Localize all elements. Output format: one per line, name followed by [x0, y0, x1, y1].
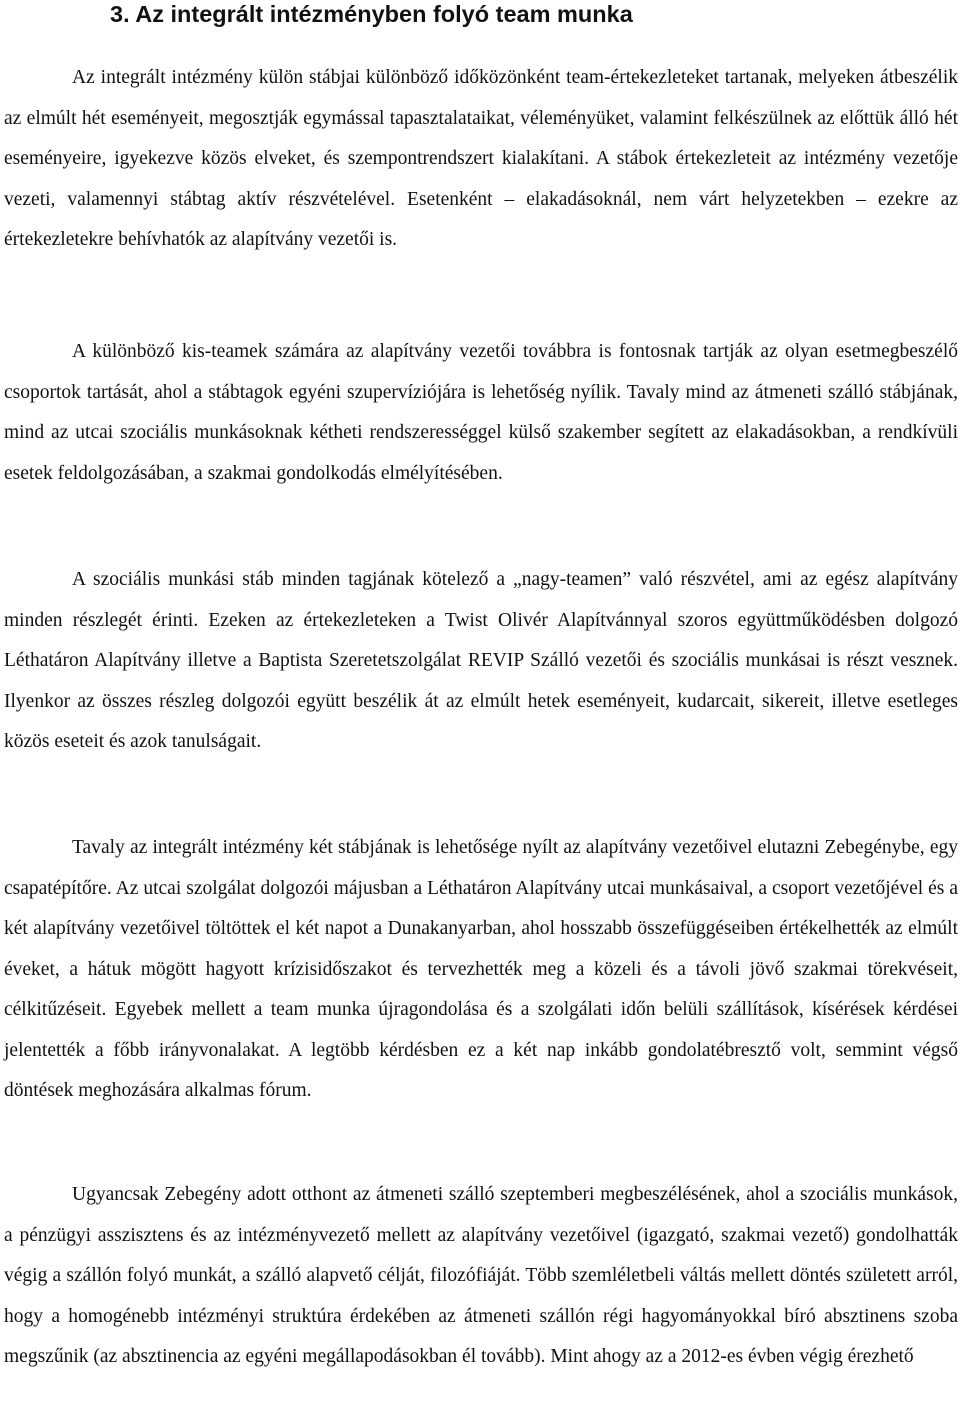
paragraph-team-meetings: Az integrált intézmény külön stábjai különböző időközönként team-értekezleteket tartanak, melyeken átbeszélik az elmúlt hét eseményeit, megosztják egymással tapasztalataikat, véleményüket, valamint felkészülnek az előttük álló hét eseményeire, igyekezve közös elveket, és szempontrendszert kialakítani. A stábok értekezleteit az intézmény vezetője vezeti, valamennyi stábtag aktív részvételével. Esetenként – elakadásoknál, nem várt helyzetekben – ezekre az értekezletekre behívhatók az alapítvány vezetői is.: [4, 67, 958, 250]
paragraph-big-team: A szociális munkási stáb minden tagjának kötelező a „nagy-teamen” való részvétel, ami az egész alapítvány minden részlegét érinti. Ezeken az értekezleteken a Twist Olivér Alapítvánnyal szoros együttműködésben dolgozó Léthatáron Alapítvány illetve a Baptista Szeretetszolgálat REVIP Szálló vezetői és szociális munkásai is részt vesznek. Ilyenkor az összes részleg dolgozói együtt beszélik át az elmúlt hetek eseményeit, kudarcait, sikereit, illetve esetleges közös eseteit és azok tanulságait.: [4, 569, 958, 752]
paragraph-case-discussion-groups: A különböző kis-teamek számára az alapítvány vezetői továbbra is fontosnak tartják az olyan esetmegbeszélő csoportok tartását, ahol a stábtagok egyéni szupervíziójára is lehetőség nyílik. Tavaly mind az átmeneti szálló stábjának, mind az utcai szociális munkásoknak kétheti rendszerességgel külső szakember segített az elakadásokban, a rendkívüli esetek feldolgozásában, a szakmai gondolkodás elmélyítésében.: [4, 341, 958, 484]
paragraph-team-building: Tavaly az integrált intézmény két stábjának is lehetősége nyílt az alapítvány vezetőivel elutazni Zebegénybe, egy csapatépítőre. Az utcai szolgálat dolgozói májusban a Léthatáron Alapítvány utcai munkásaival, a csoport vezetőjével és a két alapítvány vezetőivel töltöttek el két napot a Dunakanyarban, ahol hosszabb összefüggéseiben értékelhették az elmúlt éveket, a hátuk mögött hagyott krízisidőszakot és tervezhették meg a közeli és a távoli jövő szakmai törekvéseit, célkitűzéseit. Egyebek mellett a team munka újragondolása és a szolgálati időn belüli szállítások, kísérések kérdései jelentették a főbb irányvonalakat. A legtöbb kérdésben ez a két nap inkább gondolatébresztő volt, semmint végső döntések meghozására alkalmas fórum.: [4, 837, 958, 1101]
section-heading: 3. Az integrált intézményben folyó team munka: [110, 1, 633, 27]
paragraph-shelter-meeting: Ugyancsak Zebegény adott otthont az átmeneti szálló szeptemberi megbeszélésének, ahol a szociális munkások, a pénzügyi asszisztens és az intézményvezető mellett az alapítvány vezetőivel (igazgató, szakmai vezető) gondolhatták végig a szállón folyó munkát, a szálló alapvető célját, filozófiáját. Több szemléletbeli váltás mellett döntés született arról, hogy a homogénebb intézményi struktúra érdekében az átmeneti szállón régi hagyományokkal bíró absztinens szoba megszűnik (az absztinencia az egyéni megállapodásokban él tovább). Mint ahogy az a 2012-es évben végig érezhető: [4, 1184, 958, 1367]
